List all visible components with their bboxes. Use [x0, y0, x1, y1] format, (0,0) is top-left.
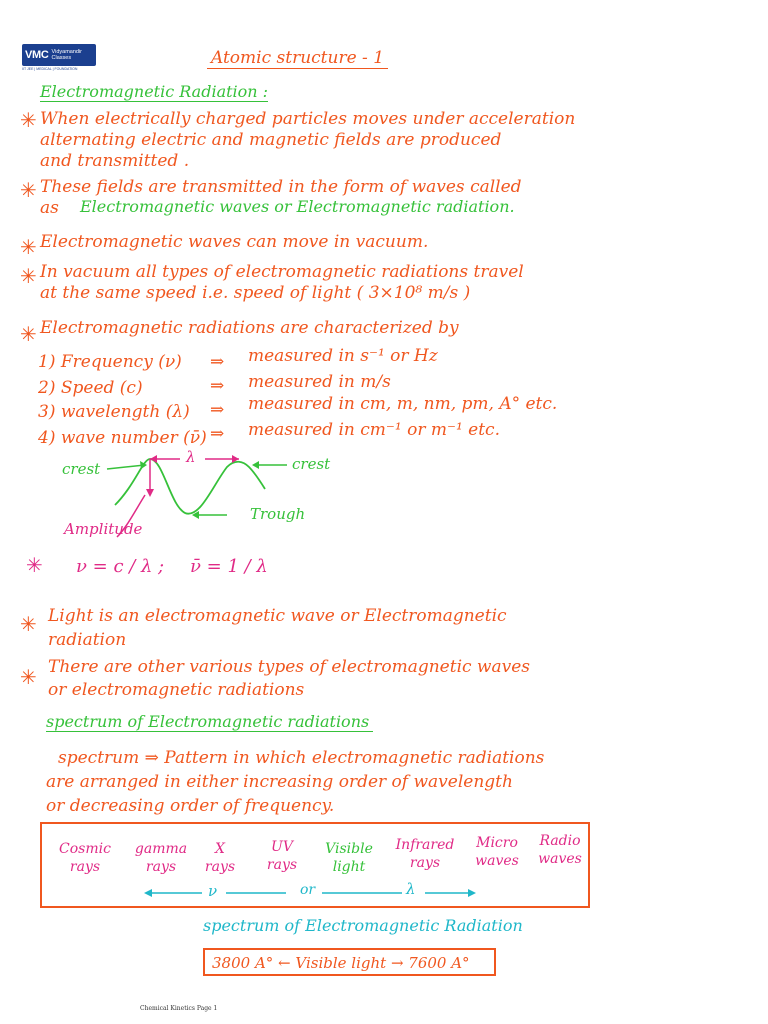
list-arrow-2: ⇒ [210, 376, 225, 396]
visible-range: 3800 A° ← Visible light → 7600 A° [212, 954, 470, 972]
spectrum-item-radio [528, 832, 592, 868]
axis-lambda: λ [406, 880, 416, 898]
amplitude-arrowhead [146, 489, 154, 497]
bullet-star: ✳ [20, 322, 37, 346]
spectrum-item-line1: Visible [325, 841, 373, 857]
spectrum-def-line2: are arranged in either increasing order of wavelength [46, 772, 513, 792]
spectrum-item-line1: Infrared [395, 837, 455, 853]
p2-line1: These fields are transmitted in the form of waves called [40, 177, 522, 197]
spectrum-item-line2: rays [69, 859, 101, 875]
spectrum-item-line1: UV [271, 839, 293, 855]
spectrum-item-line2: rays [145, 859, 177, 875]
p6-line2: radiation [48, 630, 127, 650]
formula-separator: ; [158, 556, 165, 577]
p7-line2: or electromagnetic radiations [48, 680, 305, 700]
nu-arrowhead [144, 889, 152, 897]
lambda-arrow-left [150, 455, 157, 463]
lambda-arrowhead [468, 889, 476, 897]
formula-wavenumber: ν̄ = 1 / λ [190, 556, 268, 577]
logo-name: Vidyamandir Classes [51, 49, 83, 61]
spectrum-item-uv [252, 838, 312, 874]
lambda-label: λ [186, 448, 196, 466]
list-item-2: 2) Speed (c) [38, 378, 143, 398]
p1-line3: and transmitted . [40, 151, 190, 171]
bullet-star: ✳ [20, 235, 37, 259]
spectrum-item-line1: gamma [134, 841, 188, 857]
axis-or: or [300, 882, 316, 898]
spectrum-item-line2: rays [266, 857, 298, 873]
bullet-star: ✳ [26, 553, 43, 577]
p2-green: Electromagnetic waves or Electromagnetic radiation. [80, 197, 515, 216]
list-measure-4: measured in cm⁻¹ or m⁻¹ etc. [248, 420, 500, 440]
logo-abbr: VMC [25, 49, 49, 61]
spectrum-item-line2: light [332, 859, 366, 875]
list-item-3: 3) wavelength (λ) [38, 402, 190, 422]
bullet-star: ✳ [20, 264, 37, 288]
spectrum-item-line2: rays [409, 855, 441, 871]
spectrum-item-line2: waves [538, 851, 582, 867]
spectrum-item-line1: Micro [476, 835, 518, 851]
list-arrow-4: ⇒ [210, 424, 225, 444]
spectrum-item-micro [462, 834, 532, 870]
p2-line2: as [40, 198, 59, 218]
crest-right-label: crest [292, 455, 331, 473]
crest-right-arrowhead [252, 461, 259, 469]
heading-spectrum: spectrum of Electromagnetic radiations [46, 712, 373, 732]
spectrum-item-gamma [126, 840, 196, 876]
list-measure-3: measured in cm, m, nm, pm, A° etc. [248, 394, 558, 414]
spectrum-item-line2: rays [204, 859, 236, 875]
bullet-star: ✳ [20, 108, 37, 132]
p4-line1: In vacuum all types of electromagnetic radiations travel [40, 262, 524, 282]
amplitude-label: Amplitude [64, 520, 143, 538]
spectrum-item-cosmic [50, 840, 120, 876]
bullet-star: ✳ [20, 665, 37, 689]
bullet-star: ✳ [20, 178, 37, 202]
list-measure-2: measured in m/s [248, 372, 391, 392]
crest-left-pointer [107, 465, 145, 469]
list-item-4: 4) wave number (ν̄) [38, 428, 207, 448]
wave-curve [115, 459, 265, 514]
p7-line1: There are other various types of electromagnetic waves [48, 657, 531, 677]
spectrum-item-line1: Radio [539, 833, 581, 849]
formula-frequency: ν = c / λ [76, 556, 153, 577]
p6-line1: Light is an electromagnetic wave or Electromagnetic [48, 606, 507, 626]
p4-line2: at the same speed i.e. speed of light ( 3×10⁸ m/s ) [40, 283, 471, 303]
bullet-star: ✳ [20, 612, 37, 636]
spectrum-item-xray [190, 840, 250, 876]
p3: Electromagnetic waves can move in vacuum. [40, 232, 429, 252]
list-arrow-1: ⇒ [210, 352, 225, 372]
logo-tagline: IIT JEE | MEDICAL | FOUNDATION [22, 67, 78, 71]
page-footer: Chemical Kinetics Page 1 [140, 1005, 218, 1012]
spectrum-item-infrared [385, 836, 465, 872]
spectrum-def-line3: or decreasing order of frequency. [46, 796, 335, 816]
spectrum-item-line1: Cosmic [59, 841, 111, 857]
page-title: Atomic structure - 1 [207, 48, 388, 69]
list-arrow-3: ⇒ [210, 400, 225, 420]
trough-label: Trough [250, 505, 306, 523]
heading-em-radiation: Electromagnetic Radiation : [40, 82, 269, 101]
p1-line1: When electrically charged particles moves under acceleration [40, 109, 576, 129]
spectrum-caption: spectrum of Electromagnetic Radiation [203, 916, 523, 935]
crest-left-label: crest [62, 460, 101, 478]
p1-line2: alternating electric and magnetic fields are produced [40, 130, 502, 150]
spectrum-item-line1: X [215, 841, 225, 857]
spectrum-item-line2: waves [475, 853, 519, 869]
spectrum-def-line1: spectrum ⇒ Pattern in which electromagnetic radiations [58, 748, 545, 768]
list-measure-1: measured in s⁻¹ or Hz [248, 346, 438, 366]
axis-nu: ν [208, 882, 218, 900]
spectrum-item-visible [314, 840, 384, 876]
list-item-1: 1) Frequency (ν) [38, 352, 182, 372]
vmc-logo [22, 44, 96, 66]
p5: Electromagnetic radiations are characterized by [40, 318, 459, 338]
